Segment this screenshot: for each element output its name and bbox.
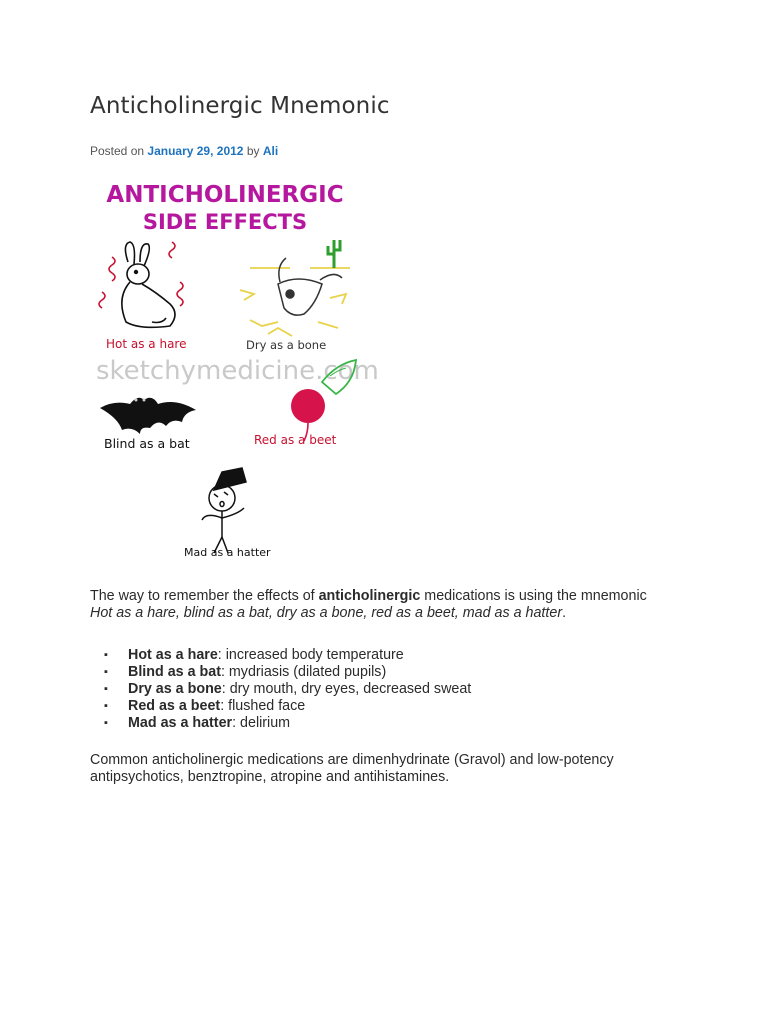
effects-list <box>90 647 690 732</box>
bullet-icon: ▪ <box>104 717 108 729</box>
caption-bat: Blind as a bat <box>104 436 190 451</box>
list-item <box>90 664 690 681</box>
intro-paragraph <box>90 588 730 622</box>
caption-beet: Red as a beet <box>254 433 337 447</box>
effect-term: Hot as a hare <box>128 647 218 663</box>
intro-text-after: medications is using the mnemonic <box>424 588 647 604</box>
list-item <box>90 647 690 664</box>
caption-bone: Dry as a bone <box>246 338 327 352</box>
bat-drawing <box>100 398 196 434</box>
post-meta <box>90 144 278 158</box>
effect-term: Dry as a bone <box>128 681 222 697</box>
effect-term: Mad as a hatter <box>128 715 233 731</box>
illustration-svg <box>90 172 380 564</box>
intro-bold-term: anticholinergic <box>318 588 421 604</box>
author-link[interactable]: Ali <box>262 144 279 158</box>
meta-by: by <box>246 144 260 158</box>
bullet-icon: ▪ <box>104 700 108 712</box>
caption-hare: Hot as a hare <box>106 337 187 351</box>
watermark: sketchymedicine.com <box>96 356 379 386</box>
page-title: Anticholinergic Mnemonic <box>90 93 390 119</box>
meta-prefix: Posted on <box>90 144 145 158</box>
list-item <box>90 698 690 715</box>
figure-heading-line1: ANTICHOLINERGIC <box>106 182 344 208</box>
effect-desc: : mydriasis (dilated pupils) <box>220 664 387 680</box>
bullet-icon: ▪ <box>104 666 108 678</box>
intro-period: . <box>562 605 567 621</box>
mnemonic-illustration <box>90 172 380 564</box>
hatter-drawing <box>202 468 246 553</box>
effect-desc: : flushed face <box>220 698 306 714</box>
figure-heading-line2: SIDE EFFECTS <box>142 210 308 234</box>
effect-desc: : delirium <box>232 715 291 731</box>
skull-drawing <box>278 258 342 315</box>
effect-desc: : dry mouth, dry eyes, decreased sweat <box>221 681 472 697</box>
cactus-drawing <box>328 240 340 268</box>
effect-term: Red as a beet <box>128 698 221 714</box>
sand-lines <box>240 268 350 336</box>
list-item <box>90 715 690 732</box>
hare-drawing <box>122 242 175 327</box>
list-item <box>90 681 690 698</box>
bullet-icon: ▪ <box>104 683 108 695</box>
intro-mnemonic: Hot as a hare, blind as a bat, dry as a bone, red as a beet, mad as a hatter <box>90 605 563 621</box>
caption-hatter: Mad as a hatter <box>184 546 271 559</box>
effect-desc: : increased body temperature <box>217 647 404 663</box>
post-date-link[interactable]: January 29, 2012 <box>147 144 244 158</box>
bullet-icon: ▪ <box>104 649 108 661</box>
effect-term: Blind as a bat <box>128 664 221 680</box>
intro-text-before: The way to remember the effects of <box>90 588 315 604</box>
closing-paragraph: Common anticholinergic medications are dimenhydrinate (Gravol) and low-potency antipsychotics, benztropine, atropine and antihistamines. <box>90 752 614 785</box>
